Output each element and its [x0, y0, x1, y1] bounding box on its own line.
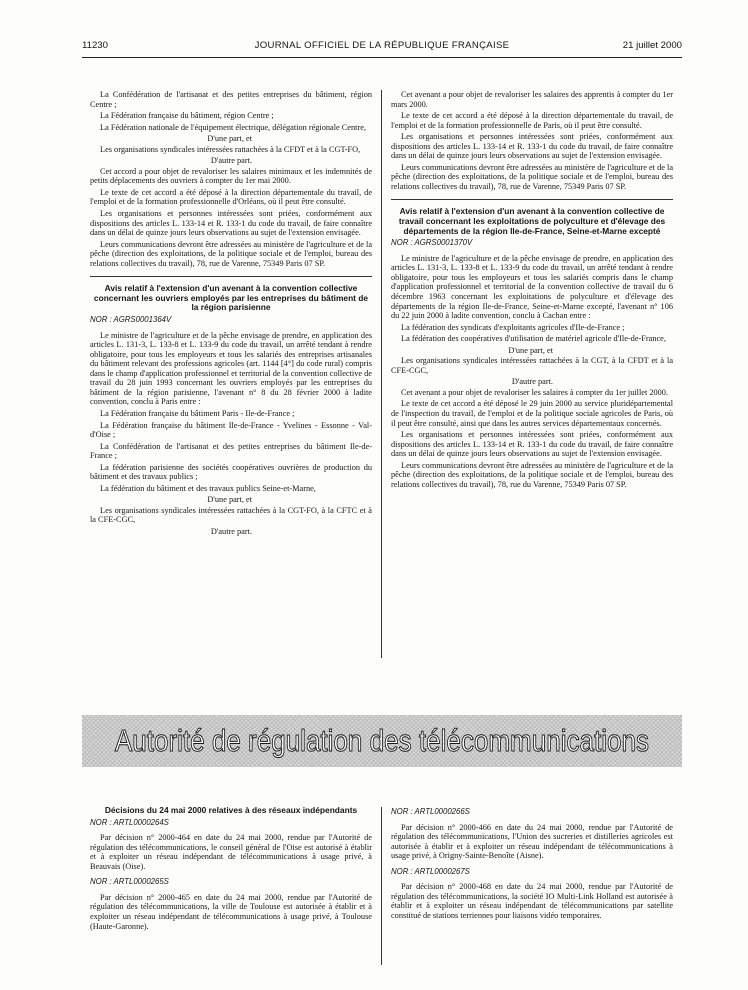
paragraph: Les organisations et personnes intéressées sont priées, conformément aux dispositions des articles L. 133-14 et R. 133-1 du code du travail, de faire connaître dans un délai de quinze jours leurs observations au sujet de l'extension envisagée.	[391, 132, 673, 161]
paragraph: La Confédération de l'artisanat et des petites entreprises du bâtiment, région Centre ;	[90, 90, 372, 109]
decisions-title: Décisions du 24 mai 2000 relatives à des réseaux indépendants	[104, 805, 358, 815]
paragraph: Cet avenant a pour objet de revaloriser les salaires à compter du 1er juillet 2000.	[401, 387, 669, 397]
column-divider	[381, 90, 382, 658]
paragraph: Les organisations syndicales intéressées rattachées à la CGT, à la CFDT et à la CFE-CGC,	[391, 356, 673, 375]
party-line: D'autre part.	[210, 156, 252, 166]
notice-title: Avis relatif à l'extension d'un avenant à la convention collective de travail concernant les exploitations de polyculture et d'élevage des départements de la région Ile-de-France, Seine-et-Marne excepté	[398, 206, 666, 236]
decision-text: Par décision n° 2000-466 en date du 24 mai 2000, rendue par l'Autorité de régulation des télécommunications, l'Union des sucreries et distilleries agricoles est autorisée à établir et à exploiter un réseau indépendant de télécommunications à usage privé, à Origny-Sainte-Benoîte (Aisne).	[391, 822, 673, 861]
section-separator	[391, 199, 673, 200]
journal-title: JOURNAL OFFICIEL DE LA RÉPUBLIQUE FRANÇAISE	[254, 40, 510, 51]
running-header	[82, 40, 682, 54]
paragraph: Le ministre de l'agriculture et de la pêche envisage de prendre, en application des articles L. 131-3, L. 133-8 et L. 133-9 du code du travail, un arrêté tendant à rendre obligatoire, pour tous les employeurs et tous les salariés compris dans le champ d'application professionnel et territorial de la convention collective de travail du 6 décembre 1963 concernant les exploitations de polyculture et d'élevage des départements de la région Ile-de-France, Seine-et-Marne excepté, l'avenant n° 106 du 22 juin 2000 à ladite convention, conclu à Cachan entre :	[391, 253, 673, 321]
nor-reference: NOR : ARTL0000267S	[391, 866, 470, 876]
paragraph: Cet accord a pour objet de revaloriser les salaires minimaux et les indemnités de petits déplacements des ouvriers à compter du 1er mai 2000.	[90, 166, 372, 186]
nor-reference: NOR : ARTL0000266S	[391, 807, 470, 816]
notice-title: Avis relatif à l'extension d'un avenant à la convention collective concernant les ouvriers employés par les entreprises du bâtiment de la région parisienne	[93, 283, 369, 313]
section-banner	[82, 715, 682, 767]
right-column	[391, 90, 673, 491]
banner-title: Autorité de régulation des télécommunications	[114, 723, 650, 758]
left-column	[90, 90, 372, 538]
paragraph: Leurs communications devront être adressées au ministère de l'agriculture et de la pêche (direction des exploitations, de la politique sociale et de l'emploi, bureau des relations collectives du travail), 78, rue de Varenne, 75349 Paris 07 SP.	[391, 162, 673, 191]
paragraph: La fédération du bâtiment et des travaux publics Seine-et-Marne,	[100, 483, 316, 493]
paragraph: Le texte de cet accord a été déposé le 29 juin 2000 au service pluridépartemental de l'inspection du travail, de l'emploi et de la politique sociale agricoles de Paris, où il peut être consulté, ainsi que dans les autres services départementaux concernés.	[391, 399, 673, 428]
nor-reference: NOR : ARTL0000265S	[90, 877, 169, 887]
paragraph: Le texte de cet accord a été déposé à la direction départementale du travail, de l'emploi et de la formation professionnelle de Paris, où il peut être consulté.	[391, 111, 673, 130]
paragraph: La fédération des syndicats d'exploitants agricoles d'Ile-de-France ;	[401, 322, 625, 332]
paragraph: La Confédération de l'artisanat et des petites entreprises du bâtiment Ile-de-France ;	[90, 441, 372, 461]
nor-reference: NOR : ARTL0000264S	[90, 817, 169, 827]
paragraph: La Fédération française du bâtiment Ile-de-France - Yvelines - Essonne - Val-d'Oise ;	[90, 420, 372, 440]
section-separator	[90, 276, 372, 277]
party-line: D'autre part.	[511, 377, 553, 387]
party-line: D'une part, et	[508, 345, 553, 355]
paragraph: Leurs communications devront être adressées au ministère de l'agriculture et de la pêche (direction des exploitations, de la politique sociale et de l'emploi, bureau des relations collectives du travail), 78, rue de Varenne, 75349 Paris 07 SP.	[90, 239, 372, 268]
nor-reference: NOR : AGRS0001364V	[90, 315, 172, 325]
decisions-right-column	[391, 806, 673, 922]
paragraph: Le texte de cet accord a été déposé à la direction départementale du travail, de l'emploi et de la formation professionnelle d'Orléans, où il peut être consulté.	[90, 187, 372, 207]
paragraph: La fédération parisienne des sociétés coopératives ouvrières de production du bâtiment et des travaux publics ;	[90, 462, 372, 482]
issue-date: 21 juillet 2000	[622, 40, 682, 51]
paragraph: Les organisations et personnes intéressées sont priées, conformément aux dispositions des articles L. 133-14 et R. 133-1 du code du travail, de faire connaître dans un délai de quinze jours leurs observations au sujet de l'extension envisagée.	[391, 430, 673, 459]
column-divider	[381, 807, 382, 965]
paragraph: Le ministre de l'agriculture et de la pêche envisage de prendre, en application des articles L. 131-3, L. 133-8 et L. 133-9 du code du travail, un arrêté tendant à rendre obligatoire, pour tous les employeurs et tous les salariés des entreprises artisanales du bâtiment relevant des professions agricoles (art. 1144 [4°] du code rural) compris dans le champ d'application professionnel et territorial de la convention collective de travail du 28 juin 1993 concernant les ouvriers employés par les entreprises du bâtiment de la région parisienne, l'avenant n° 8 du 28 février 2000 à ladite convention, conclu à Paris entre :	[90, 330, 372, 407]
paragraph: Cet avenant a pour objet de revaloriser les salaires des apprentis à compter du 1er mars 2000.	[391, 90, 673, 109]
paragraph: La fédération des coopératives d'utilisation de matériel agricole d'Ile-de-France,	[401, 334, 666, 344]
header-rule	[82, 57, 682, 58]
paragraph: Les organisations syndicales intéressées rattachées à la CGT-FO, à la CFTC et à la CFE-CGC,	[90, 505, 372, 525]
paragraph: Leurs communications devront être adressées au ministère de l'agriculture et de la pêche (direction des exploitations, de la politique sociale et de l'emploi, bureau des relations collectives du travail), 78, rue du Varenne, 75349 Paris 07 SP.	[391, 460, 673, 489]
party-line: D'une part, et	[207, 495, 252, 505]
paragraph: La Fédération française du bâtiment Paris - Ile-de-France ;	[100, 409, 295, 418]
page-number: 11230	[82, 40, 108, 51]
decisions-left-column	[90, 806, 372, 933]
decision-text: Par décision n° 2000-464 en date du 24 mai 2000, rendue par l'Autorité de régulation des télécommunications, le conseil général de l'Oise est autorisé à établir et à exploiter un réseau indépendant de télécommunications à usage privé, à Beauvais (Oise).	[90, 833, 372, 871]
nor-reference: NOR : AGRS0001370V	[391, 238, 473, 248]
party-line: D'autre part.	[210, 527, 252, 537]
party-line: D'une part, et	[207, 134, 252, 144]
paragraph: La Fédération française du bâtiment, région Centre ;	[100, 111, 274, 121]
paragraph: Les organisations syndicales intéressées rattachées à la CFDT et à la CGT-FO,	[100, 144, 361, 154]
decision-text: Par décision n° 2000-465 en date du 24 mai 2000, rendue par l'Autorité de régulation des télécommunications, la ville de Toulouse est autorisée à établir et à exploiter un réseau indépendant de télécommunications à usage privé, à Toulouse (Haute-Garonne).	[90, 892, 372, 931]
decision-text: Par décision n° 2000-468 en date du 24 mai 2000, rendue par l'Autorité de régulation des télécommunications, la société IO Multi-Link Holland est autorisée à établir et à exploiter un réseau indépendant de télécommunications par satellite constitué de stations terriennes pour liaisons vidéo temporaires.	[391, 882, 673, 920]
paragraph: La Fédération nationale de l'équipement électrique, délégation régionale Centre,	[100, 122, 366, 132]
paragraph: Les organisations et personnes intéressées sont priées, conformément aux dispositions des articles L. 133-14 et R. 133-1 du code du travail, de faire connaître dans un délai de quinze jours leurs observations au sujet de l'extension envisagée.	[90, 209, 372, 238]
